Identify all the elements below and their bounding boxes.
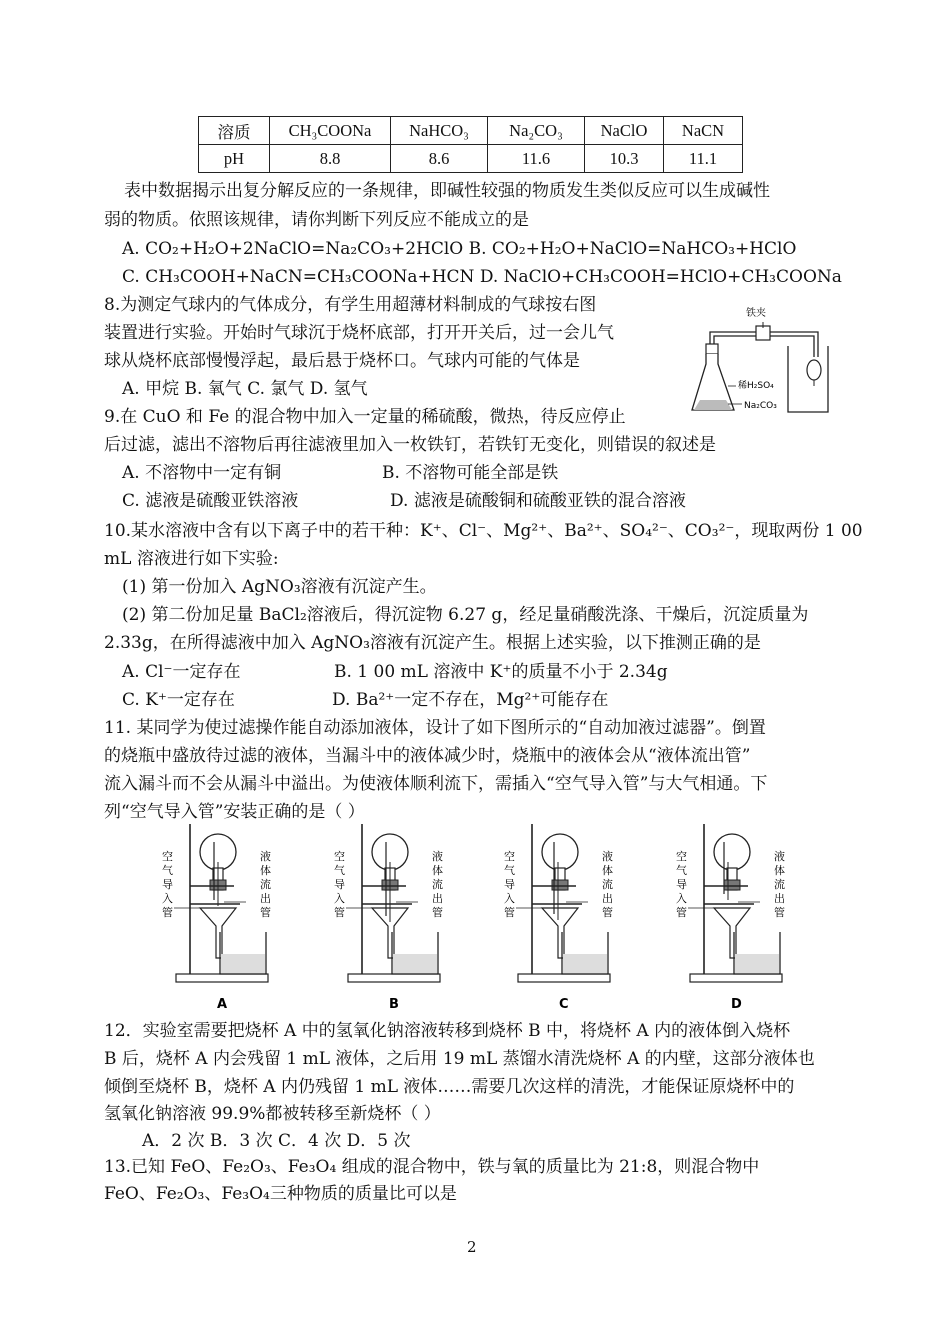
q11-line-3: 流入漏斗而不会从漏斗中溢出。为使液体顺利流下，需插入“空气导入管”与大气相通。下 (104, 774, 768, 794)
q9-option-d: D. 滤液是硫酸铜和硫酸亚铁的混合溶液 (390, 491, 686, 511)
q9-option-c: C. 滤液是硫酸亚铁溶液 (122, 491, 299, 511)
filter-apparatus-a (160, 822, 280, 1017)
q9-option-b: B. 不溶物可能全部是铁 (382, 463, 559, 483)
figure-letter: A (217, 997, 228, 1012)
page-number: 2 (467, 1238, 477, 1256)
q8-line-3: 球从烧杯底部慢慢浮起，最后悬于烧杯口。气球内可能的气体是 (104, 351, 580, 371)
air-tube-label: 空气导入管 (504, 850, 515, 919)
air-tube-label: 空气导入管 (676, 850, 687, 919)
q7-intro-line-1: 表中数据揭示出复分解反应的一条规律，即碱性较强的物质发生类似反应可以生成碱性 (124, 181, 770, 201)
table-cell: 8.8 (270, 145, 391, 173)
table-cell: CH₃COONa (270, 117, 391, 145)
clip-label: 铁夹 (746, 308, 766, 319)
q10-option-c: C. K⁺一定存在 (122, 690, 235, 710)
filter-apparatus-d (674, 822, 794, 1017)
ph-table (198, 116, 743, 173)
q10-option-a: A. Cl⁻一定存在 (122, 662, 241, 682)
q10-option-d: D. Ba²⁺一定不存在，Mg²⁺可能存在 (332, 690, 609, 710)
q10-line-1: 10.某水溶液中含有以下离子中的若干种：K⁺、Cl⁻、Mg²⁺、Ba²⁺、SO₄²⁻、CO₃²⁻，现取两份 1 00 (104, 521, 863, 541)
q8-options: A. 甲烷 B. 氧气 C. 氯气 D. 氢气 (122, 379, 368, 399)
q12-line-4: 氢氧化钠溶液 99.9%都被转移至新烧杯（ ） (104, 1104, 441, 1124)
liquid-tube-label: 液体流出管 (774, 850, 785, 919)
acid-label: 稀H₂SO₄ (738, 381, 774, 391)
q10-line-4: (2) 第二份加足量 BaCl₂溶液后，得沉淀物 6.27 g，经足量硝酸洗涤、干燥后，沉淀质量为 (122, 605, 809, 625)
balloon-apparatus-figure (688, 302, 848, 422)
q11-line-1: 11. 某同学为使过滤操作能自动添加液体，设计了如下图所示的“自动加液过滤器”。倒置 (104, 718, 766, 738)
q9-option-a: A. 不溶物中一定有铜 (122, 463, 282, 483)
table-cell: NaHCO₃ (391, 117, 488, 145)
carbonate-label: Na₂CO₃ (744, 401, 777, 411)
q10-line-5: 2.33g，在所得滤液中加入 AgNO₃溶液有沉淀产生。根据上述实验，以下推测正确的是 (104, 633, 761, 653)
filter-apparatus-b (332, 822, 452, 1017)
q8-line-2: 装置进行实验。开始时气球沉于烧杯底部，打开开关后，过一会儿气 (104, 323, 614, 343)
air-tube-label: 空气导入管 (334, 850, 345, 919)
q7-options-ab: A. CO₂+H₂O+2NaClO=Na₂CO₃+2HClO B. CO₂+H₂O+NaClO=NaHCO₃+HClO (122, 239, 797, 259)
table-row (199, 145, 743, 173)
table-cell: 10.3 (585, 145, 664, 173)
table-cell: 11.6 (488, 145, 585, 173)
q12-line-3: 倾倒至烧杯 B，烧杯 A 内仍残留 1 mL 液体……需要几次这样的清洗，才能保证原烧杯中的 (104, 1077, 795, 1097)
q10-option-b: B. 1 00 mL 溶液中 K⁺的质量不小于 2.34g (334, 662, 668, 682)
table-cell: Na₂CO₃ (488, 117, 585, 145)
liquid-tube-label: 液体流出管 (602, 850, 613, 919)
table-cell: NaCN (664, 117, 743, 145)
filter-apparatus-c (502, 822, 622, 1017)
table-cell: 溶质 (199, 117, 270, 145)
q7-intro-line-2: 弱的物质。依照该规律，请你判断下列反应不能成立的是 (104, 210, 529, 230)
table-cell: NaClO (585, 117, 664, 145)
figure-letter: B (389, 997, 399, 1012)
table-cell: pH (199, 145, 270, 173)
liquid-tube-label: 液体流出管 (260, 850, 271, 919)
q7-options-cd: C. CH₃COOH+NaCN=CH₃COONa+HCN D. NaClO+CH₃COOH=HClO+CH₃COONa (122, 267, 842, 287)
q12-line-1: 12．实验室需要把烧杯 A 中的氢氧化钠溶液转移到烧杯 B 中，将烧杯 A 内的液体倒入烧杯 (104, 1021, 791, 1041)
q9-line-1: 9.在 CuO 和 Fe 的混合物中加入一定量的稀硫酸，微热，待反应停止 (104, 407, 626, 427)
q11-line-4: 列“空气导入管”安装正确的是（ ） (104, 802, 365, 822)
q12-options: A．2 次 B．3 次 C．4 次 D．5 次 (142, 1131, 411, 1151)
air-tube-label: 空气导入管 (162, 850, 173, 919)
q12-line-2: B 后，烧杯 A 内会残留 1 mL 液体，之后用 19 mL 蒸馏水清洗烧杯 A 的内壁，这部分液体也 (104, 1049, 815, 1069)
q8-line-1: 8.为测定气球内的气体成分，有学生用超薄材料制成的气球按右图 (104, 295, 597, 315)
figure-letter: D (731, 997, 742, 1012)
figure-letter: C (559, 997, 569, 1012)
q10-line-2: mL 溶液进行如下实验: (104, 549, 279, 569)
q10-line-3: (1) 第一份加入 AgNO₃溶液有沉淀产生。 (122, 577, 437, 597)
table-cell: 8.6 (391, 145, 488, 173)
liquid-tube-label: 液体流出管 (432, 850, 443, 919)
table-header-row (199, 117, 743, 145)
q13-line-1: 13.已知 FeO、Fe₂O₃、Fe₃O₄ 组成的混合物中，铁与氧的质量比为 21:8，则混合物中 (104, 1157, 760, 1177)
q11-line-2: 的烧瓶中盛放待过滤的液体，当漏斗中的液体减少时，烧瓶中的液体会从“液体流出管” (104, 746, 751, 766)
q13-line-2: FeO、Fe₂O₃、Fe₃O₄三种物质的质量比可以是 (104, 1184, 457, 1204)
q9-line-2: 后过滤，滤出不溶物后再往滤液里加入一枚铁钉，若铁钉无变化，则错误的叙述是 (104, 435, 716, 455)
table-cell: 11.1 (664, 145, 743, 173)
